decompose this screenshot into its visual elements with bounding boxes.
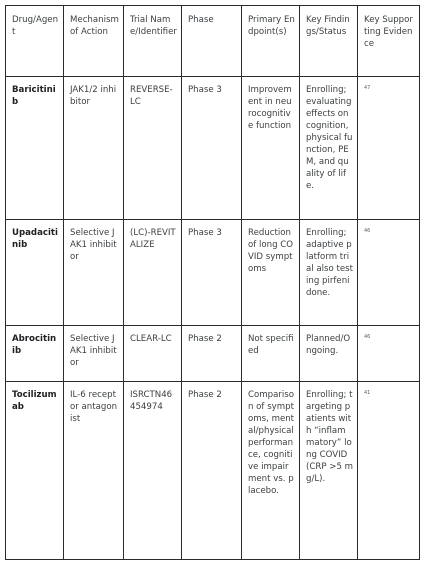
evidence-cell: 41: [358, 382, 420, 560]
mechanism-cell: IL-6 receptor antagonist: [64, 382, 124, 560]
header-row: [6, 6, 420, 77]
trials-table: [5, 5, 420, 560]
phase-cell: Phase 2: [182, 326, 242, 382]
endpoint-cell: Reduction of long COVID symptoms: [242, 220, 300, 326]
drug-cell: Baricitinib: [6, 77, 64, 220]
trial-cell: ISRCTN46454974: [124, 382, 182, 560]
endpoint-cell: Not specified: [242, 326, 300, 382]
phase-cell: Phase 2: [182, 382, 242, 560]
table-row: [6, 382, 420, 560]
findings-cell: Planned/Ongoing.: [300, 326, 358, 382]
header-mechanism: Mechanism of Action: [64, 6, 124, 77]
header-findings: Key Findings/Status: [300, 6, 358, 77]
table-row: [6, 326, 420, 382]
header-phase: Phase: [182, 6, 242, 77]
findings-cell: Enrolling; targeting patients with “inflammatory” long COVID (CRP >5 mg/L).: [300, 382, 358, 560]
phase-cell: Phase 3: [182, 77, 242, 220]
drug-cell: Abrocitinib: [6, 326, 64, 382]
table-row: [6, 220, 420, 326]
table-row: [6, 77, 420, 220]
drug-cell: Upadacitinib: [6, 220, 64, 326]
header-drug: Drug/Agent: [6, 6, 64, 77]
findings-cell: Enrolling; adaptive platform trial also testing pirfenidone.: [300, 220, 358, 326]
mechanism-cell: JAK1/2 inhibitor: [64, 77, 124, 220]
trial-cell: REVERSE-LC: [124, 77, 182, 220]
evidence-cell: 46: [358, 220, 420, 326]
findings-cell: Enrolling; evaluating effects on cognition, physical function, PEM, and quality of life.: [300, 77, 358, 220]
evidence-cell: 47: [358, 77, 420, 220]
header-evidence: Key Supporting Evidence: [358, 6, 420, 77]
trial-cell: CLEAR-LC: [124, 326, 182, 382]
trial-cell: (LC)-REVITALIZE: [124, 220, 182, 326]
header-endpoint: Primary Endpoint(s): [242, 6, 300, 77]
mechanism-cell: Selective JAK1 inhibitor: [64, 326, 124, 382]
phase-cell: Phase 3: [182, 220, 242, 326]
header-trial: Trial Name/Identifier: [124, 6, 182, 77]
endpoint-cell: Improvement in neurocognitive function: [242, 77, 300, 220]
endpoint-cell: Comparison of symptoms, mental/physical performance, cognitive impairment vs. placebo.: [242, 382, 300, 560]
evidence-cell: 46: [358, 326, 420, 382]
mechanism-cell: Selective JAK1 inhibitor: [64, 220, 124, 326]
drug-cell: Tocilizumab: [6, 382, 64, 560]
